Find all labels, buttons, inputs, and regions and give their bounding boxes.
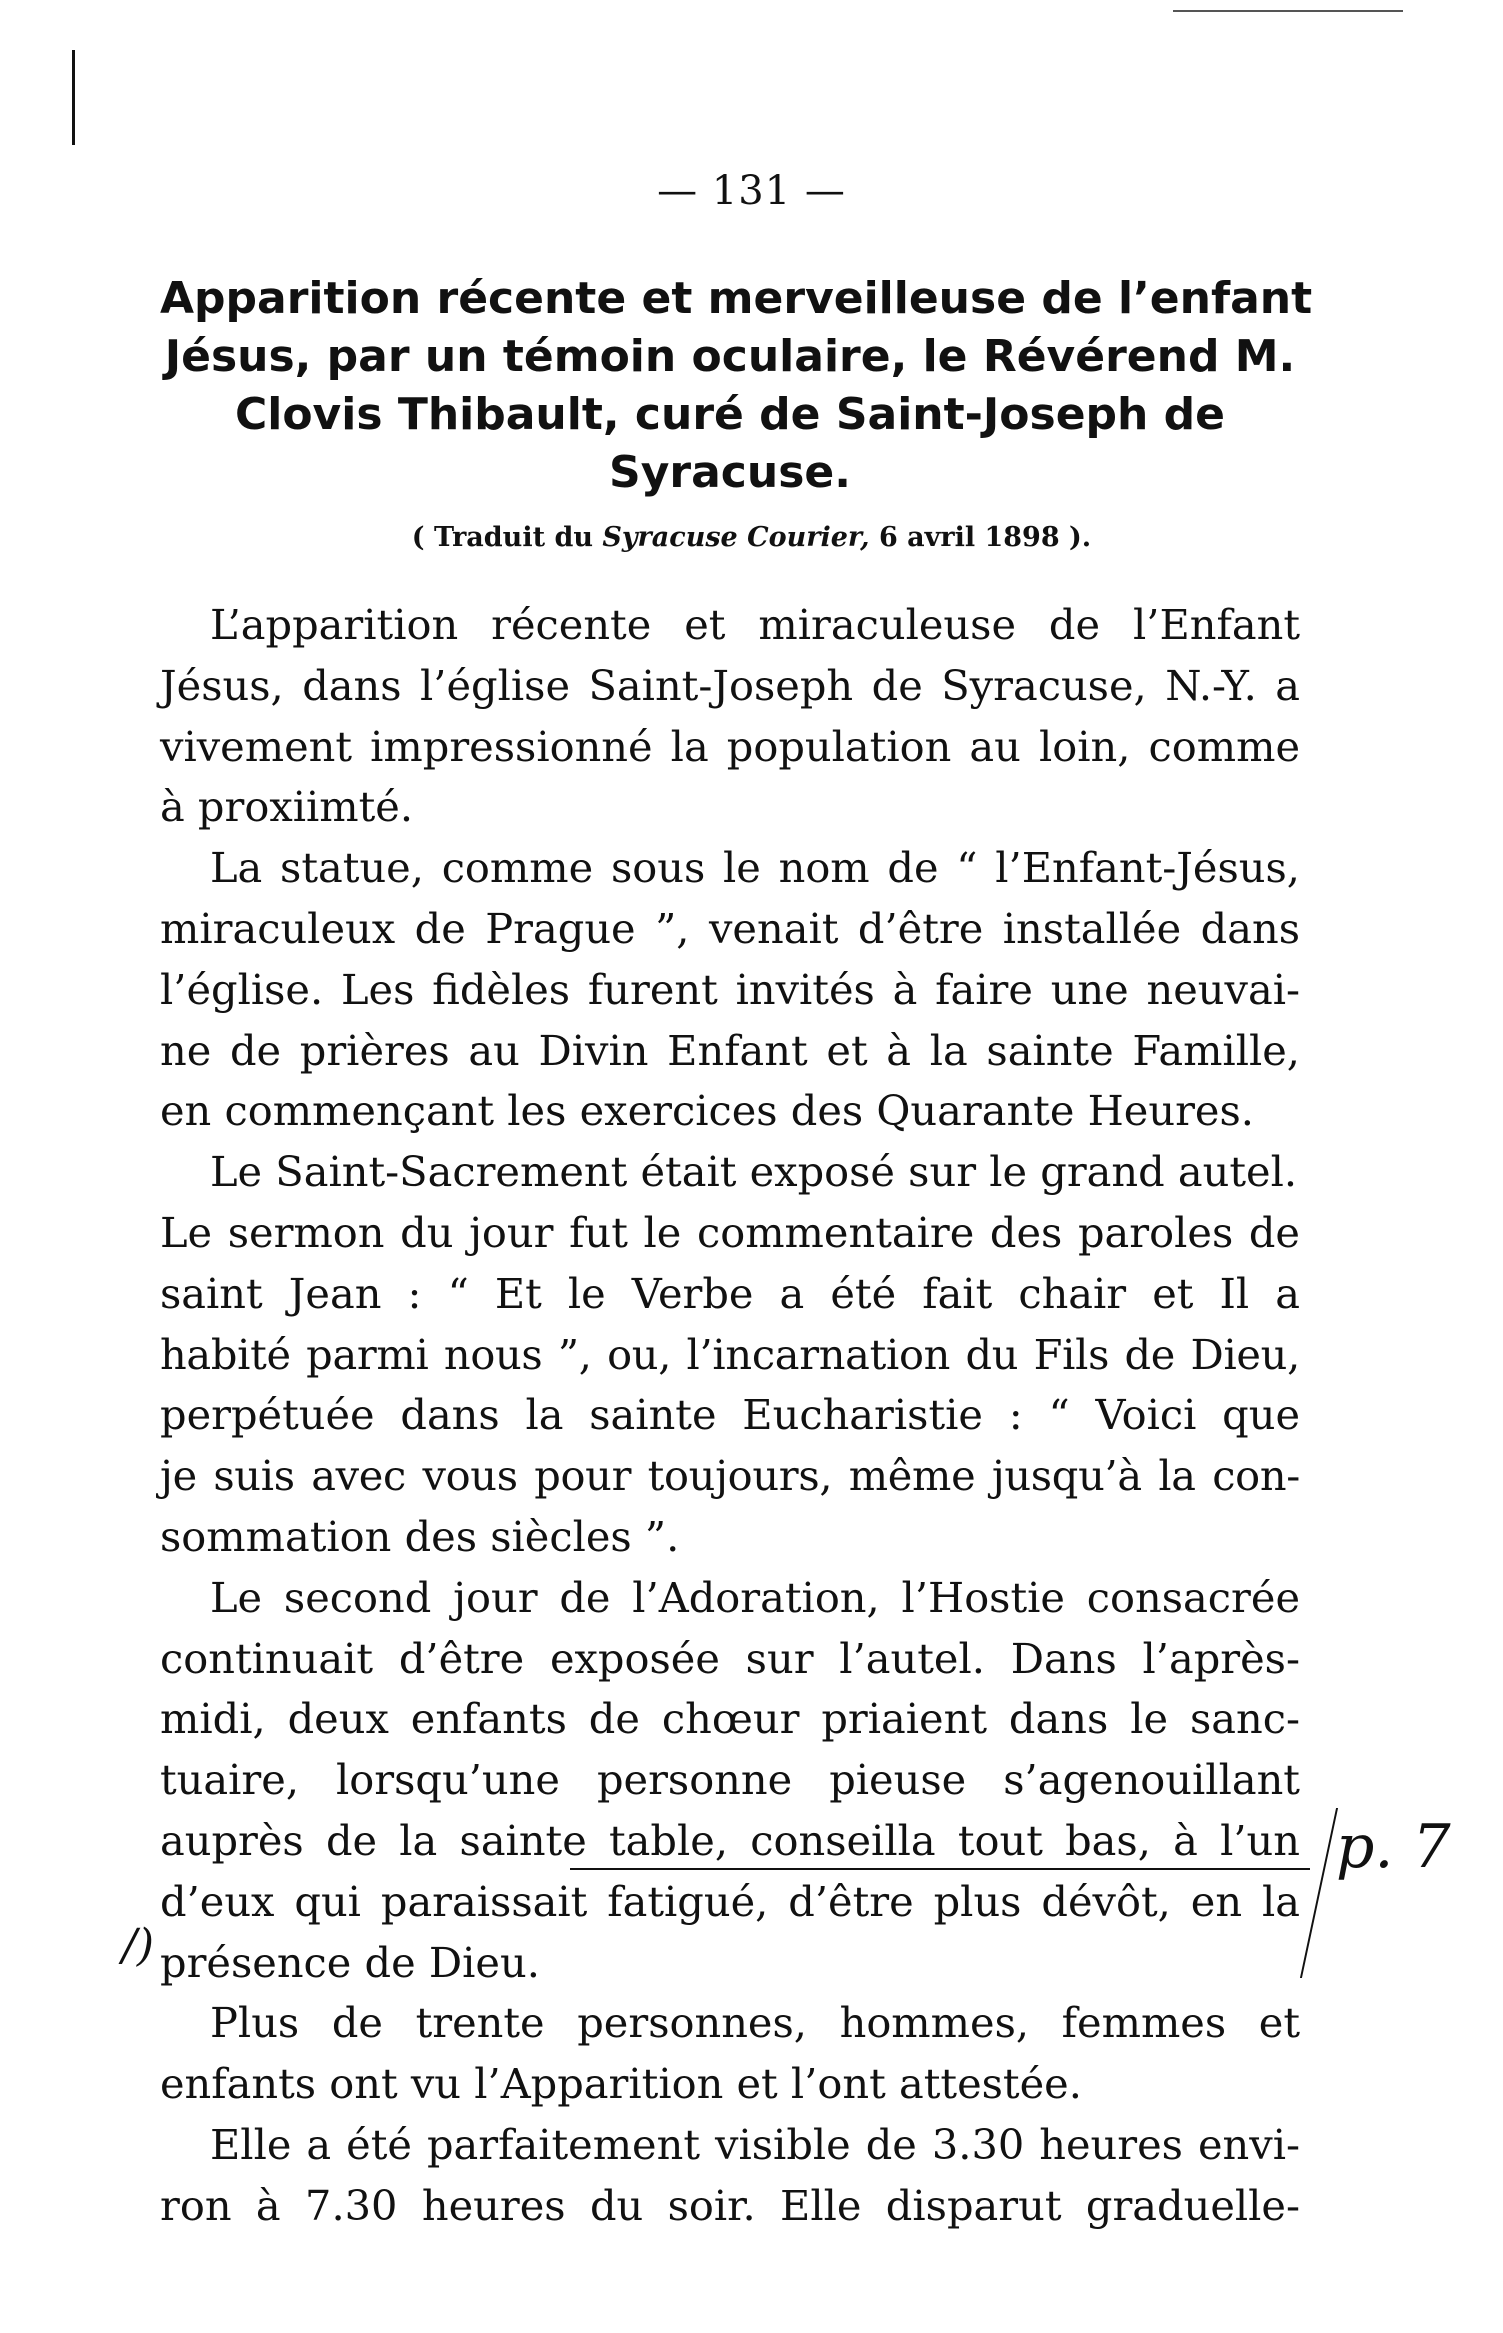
source-suffix: 6 avril 1898 ). [869,522,1092,553]
title-line: Jésus, par un témoin oculaire, le Révérend M. [164,331,1296,382]
body-line: ne de prières au Divin Enfant et à la sainte Famille, [160,1025,1300,1075]
scan-edge-mark [72,50,75,145]
source-citation [0,522,1503,553]
body-line: habité parmi nous ”, ou, l’incarnation du Fils de Dieu, [160,1329,1300,1379]
source-publication: Syracuse Courier, [602,522,870,553]
body-line: Jésus, dans l’église Saint-Joseph de Syracuse, N.-Y. a [160,660,1300,710]
body-line: Le Saint-Sacrement était exposé sur le grand autel. [210,1147,1298,1197]
body-line: Elle a été parfaitement visible de 3.30 heures envi- [210,2119,1300,2169]
body-line: La statue, comme sous le nom de “ l’Enfant-Jésus, [210,843,1300,893]
source-prefix: ( Traduit du [411,522,603,553]
handwritten-left-mark: /) [122,1920,154,1971]
body-text [160,595,1300,2237]
body-line: en commençant les exercices des Quarante Heures. [160,1086,1254,1136]
handwritten-page-note: p. 7 [1336,1812,1451,1882]
body-line: miraculeux de Prague ”, venait d’être installée dans [160,903,1300,953]
body-line: L’apparition récente et miraculeuse de l’Enfant [210,600,1300,649]
body-line: Le sermon du jour fut le commentaire des paroles de [160,1207,1300,1257]
body-line: vivement impressionné la population au loin, comme [160,721,1300,771]
body-line: présence de Dieu. [160,1937,540,1987]
article-title [160,270,1313,502]
title-line: Syracuse. [609,447,851,498]
body-line: saint Jean : “ Et le Verbe a été fait chair et Il a [160,1268,1300,1318]
body-line: l’église. Les fidèles furent invités à faire une neuvai- [160,964,1300,1014]
body-line: je suis avec vous pour toujours, même jusqu’à la con- [160,1451,1300,1501]
body-line: continuait d’être exposée sur l’autel. Dans l’après- [160,1633,1300,1683]
title-line: Apparition récente et merveilleuse de l’enfant [160,273,1313,324]
scan-top-mark [1173,10,1403,12]
body-line: midi, deux enfants de chœur priaient dans le sanc- [160,1694,1300,1744]
body-line: perpétuée dans la sainte Eucharistie : “ Voici que [160,1390,1300,1440]
body-line: Plus de trente personnes, hommes, femmes et [210,1998,1300,2048]
page-number: — 131 — [657,168,846,214]
body-line: enfants ont vu l’Apparition et l’ont attestée. [160,2059,1082,2109]
body-line: ron à 7.30 heures du soir. Elle disparut graduelle- [160,2180,1300,2230]
body-line: à proxiimté. [160,782,414,832]
title-line: Clovis Thibault, curé de Saint-Joseph de [234,389,1226,440]
body-line: auprès de la sainte table, conseilla tout bas, à l’un [160,1815,1300,1865]
body-line: sommation des siècles ”. [160,1511,680,1561]
body-line: tuaire, lorsqu’une personne pieuse s’agenouillant [160,1755,1300,1805]
body-line: Le second jour de l’Adoration, l’Hostie consacrée [210,1572,1300,1622]
body-line: d’eux qui paraissait fatigué, d’être plus dévôt, en la [160,1876,1300,1926]
handwritten-underline [570,1868,1310,1870]
